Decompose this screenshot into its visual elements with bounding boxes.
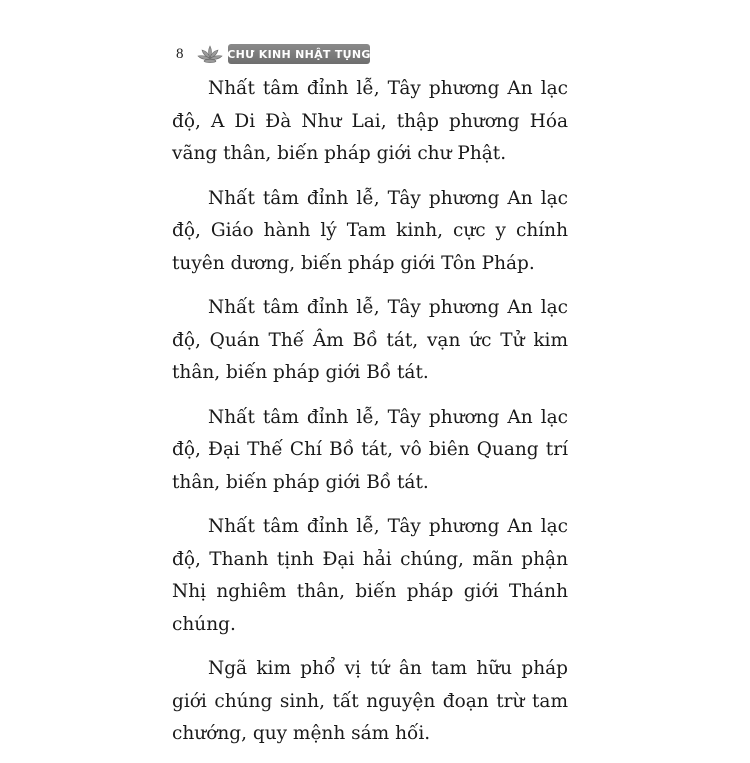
- paragraph: Nhất tâm đỉnh lễ, Tây phương An lạc độ, Thanh tịnh Đại hải chúng, mãn phận Nhị nghiêm thân, biến pháp giới Thánh chúng.: [172, 516, 568, 635]
- running-header: [176, 42, 370, 66]
- page-number: 8: [176, 45, 184, 62]
- page-body: [172, 73, 568, 763]
- paragraph: Nhất tâm đỉnh lễ, Tây phương An lạc độ, Giáo hành lý Tam kinh, cực y chính tuyên dương, biến pháp giới Tôn Pháp.: [172, 187, 568, 274]
- paragraph: Nhất tâm đỉnh lễ, Tây phương An lạc độ, A Di Đà Như Lai, thập phương Hóa vãng thân, biến pháp giới chư Phật.: [172, 78, 568, 164]
- header-title-band: [228, 44, 370, 64]
- paragraph: Ngã kim phổ vị tứ ân tam hữu pháp giới chúng sinh, tất nguyện đoạn trừ tam chướng, quy mệnh sám hối.: [172, 658, 568, 744]
- lotus-ornament-icon: [196, 42, 224, 66]
- paragraph: Nhất tâm đỉnh lễ, Tây phương An lạc độ, Quán Thế Âm Bồ tát, vạn ức Tử kim thân, biến pháp giới Bồ tát.: [172, 297, 568, 383]
- header-title: CHƯ KINH NHẬT TỤNG: [227, 47, 371, 61]
- paragraph: Nhất tâm đỉnh lễ, Tây phương An lạc độ, Đại Thế Chí Bồ tát, vô biên Quang trí thân, biến pháp giới Bồ tát.: [172, 406, 568, 493]
